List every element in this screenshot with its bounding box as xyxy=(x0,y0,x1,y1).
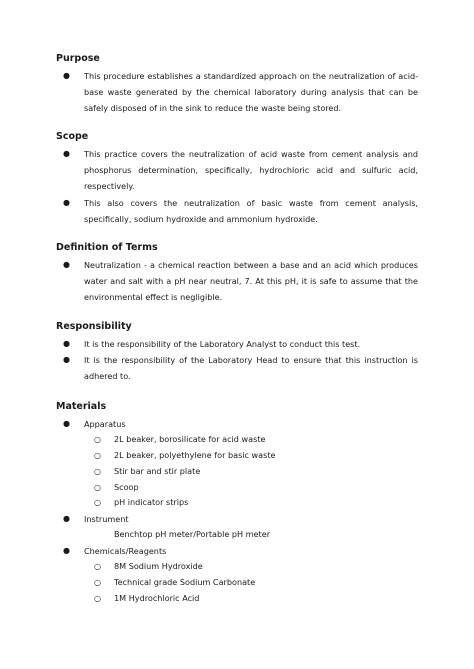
materials-section xyxy=(56,400,418,607)
circle-bullet-icon: ○ xyxy=(94,498,101,508)
bullet-icon: ● xyxy=(63,514,70,524)
purpose-heading: Purpose xyxy=(56,53,100,64)
sub-list-item-text: 8M Sodium Hydroxide xyxy=(114,561,203,572)
list-item-apparatus xyxy=(56,416,418,432)
circle-bullet-icon: ○ xyxy=(94,578,101,588)
sub-list-item xyxy=(56,432,418,448)
sub-list-item xyxy=(56,480,418,496)
list-item xyxy=(56,146,418,195)
list-item-text: This also covers the neutralization of basic waste from cement analysis, specifically, sodium hydroxide and ammonium hydroxide. xyxy=(84,197,418,224)
sub-list-item-text: pH indicator strips xyxy=(114,497,189,508)
chemicals-list xyxy=(56,543,418,559)
bullet-icon: ● xyxy=(63,149,70,158)
sub-list-item xyxy=(56,559,418,575)
instrument-item-text: Benchtop pH meter/Portable pH meter xyxy=(114,529,271,540)
sub-list-item xyxy=(56,591,418,607)
bullet-icon: ● xyxy=(63,339,70,348)
sub-list-item-text: Scoop xyxy=(114,481,139,492)
bullet-icon: ● xyxy=(63,197,70,207)
responsibility-list xyxy=(56,336,418,385)
list-item-text: This procedure establishes a standardized approach on the neutralization of acid-base waste generated by the chemical laboratory during analysis that can be safely disposed of in the sink to reduce the waste being stored. xyxy=(84,71,418,114)
materials-heading: Materials xyxy=(56,401,107,412)
list-item xyxy=(56,257,418,306)
sub-list-item xyxy=(56,464,418,480)
list-item-instrument xyxy=(56,511,418,527)
chemicals-sublist xyxy=(56,559,418,606)
list-item-chemicals xyxy=(56,543,418,559)
list-item-text: This practice covers the neutralization of acid waste from cement analysis and phosphorus determination, specifically, hydrochloric acid and sulfuric acid, respectively. xyxy=(84,149,418,192)
list-item xyxy=(56,336,418,352)
circle-bullet-icon: ○ xyxy=(94,593,101,603)
sub-list-item-text: 1M Hydrochloric Acid xyxy=(114,592,200,603)
list-item-text: Instrument xyxy=(84,514,129,525)
sub-list-item xyxy=(56,575,418,591)
definitions-list xyxy=(56,257,418,306)
list-item xyxy=(56,352,418,384)
list-item xyxy=(56,195,418,227)
sub-list-item xyxy=(56,448,418,464)
responsibility-section xyxy=(56,320,418,385)
circle-bullet-icon: ○ xyxy=(94,451,101,460)
list-item-text: It is the responsibility of the Laboratory Head to ensure that this instruction is adhered to. xyxy=(84,355,418,382)
responsibility-heading: Responsibility xyxy=(56,321,132,332)
sub-list-item-text: Technical grade Sodium Carbonate xyxy=(114,577,256,588)
circle-bullet-icon: ○ xyxy=(94,482,101,492)
definitions-heading: Definition of Terms xyxy=(56,242,158,253)
instrument-list xyxy=(56,511,418,527)
purpose-section xyxy=(56,52,418,117)
list-item-text: Apparatus xyxy=(84,419,126,429)
circle-bullet-icon: ○ xyxy=(94,466,101,476)
circle-bullet-icon: ○ xyxy=(94,435,101,445)
scope-heading: Scope xyxy=(56,131,89,142)
purpose-list xyxy=(56,68,418,117)
scope-section xyxy=(56,130,418,227)
sub-list-item xyxy=(56,495,418,511)
sub-list-item-text: Stir bar and stir plate xyxy=(114,465,201,476)
bullet-icon: ● xyxy=(63,71,70,80)
circle-bullet-icon: ○ xyxy=(94,562,101,572)
bullet-icon: ● xyxy=(63,260,70,269)
list-item xyxy=(56,68,418,117)
bullet-icon: ● xyxy=(63,355,70,365)
materials-list xyxy=(56,416,418,432)
sub-list-item-text: 2L beaker, polyethylene for basic waste xyxy=(114,450,276,460)
list-item-text: Chemicals/Reagents xyxy=(84,546,167,557)
list-item-text: It is the responsibility of the Laboratory Analyst to conduct this test. xyxy=(84,339,361,349)
list-item-text: Neutralization - a chemical reaction between a base and an acid which produces water and salt with a pH near neutral, 7. At this pH, it is safe to assume that the environmental effect is negligible. xyxy=(84,260,418,303)
scope-list xyxy=(56,146,418,227)
bullet-icon: ● xyxy=(63,419,70,428)
sub-list-item-text: 2L beaker, borosilicate for acid waste xyxy=(114,434,266,445)
definitions-section xyxy=(56,241,418,306)
apparatus-sublist xyxy=(56,432,418,511)
bullet-icon: ● xyxy=(63,546,70,556)
